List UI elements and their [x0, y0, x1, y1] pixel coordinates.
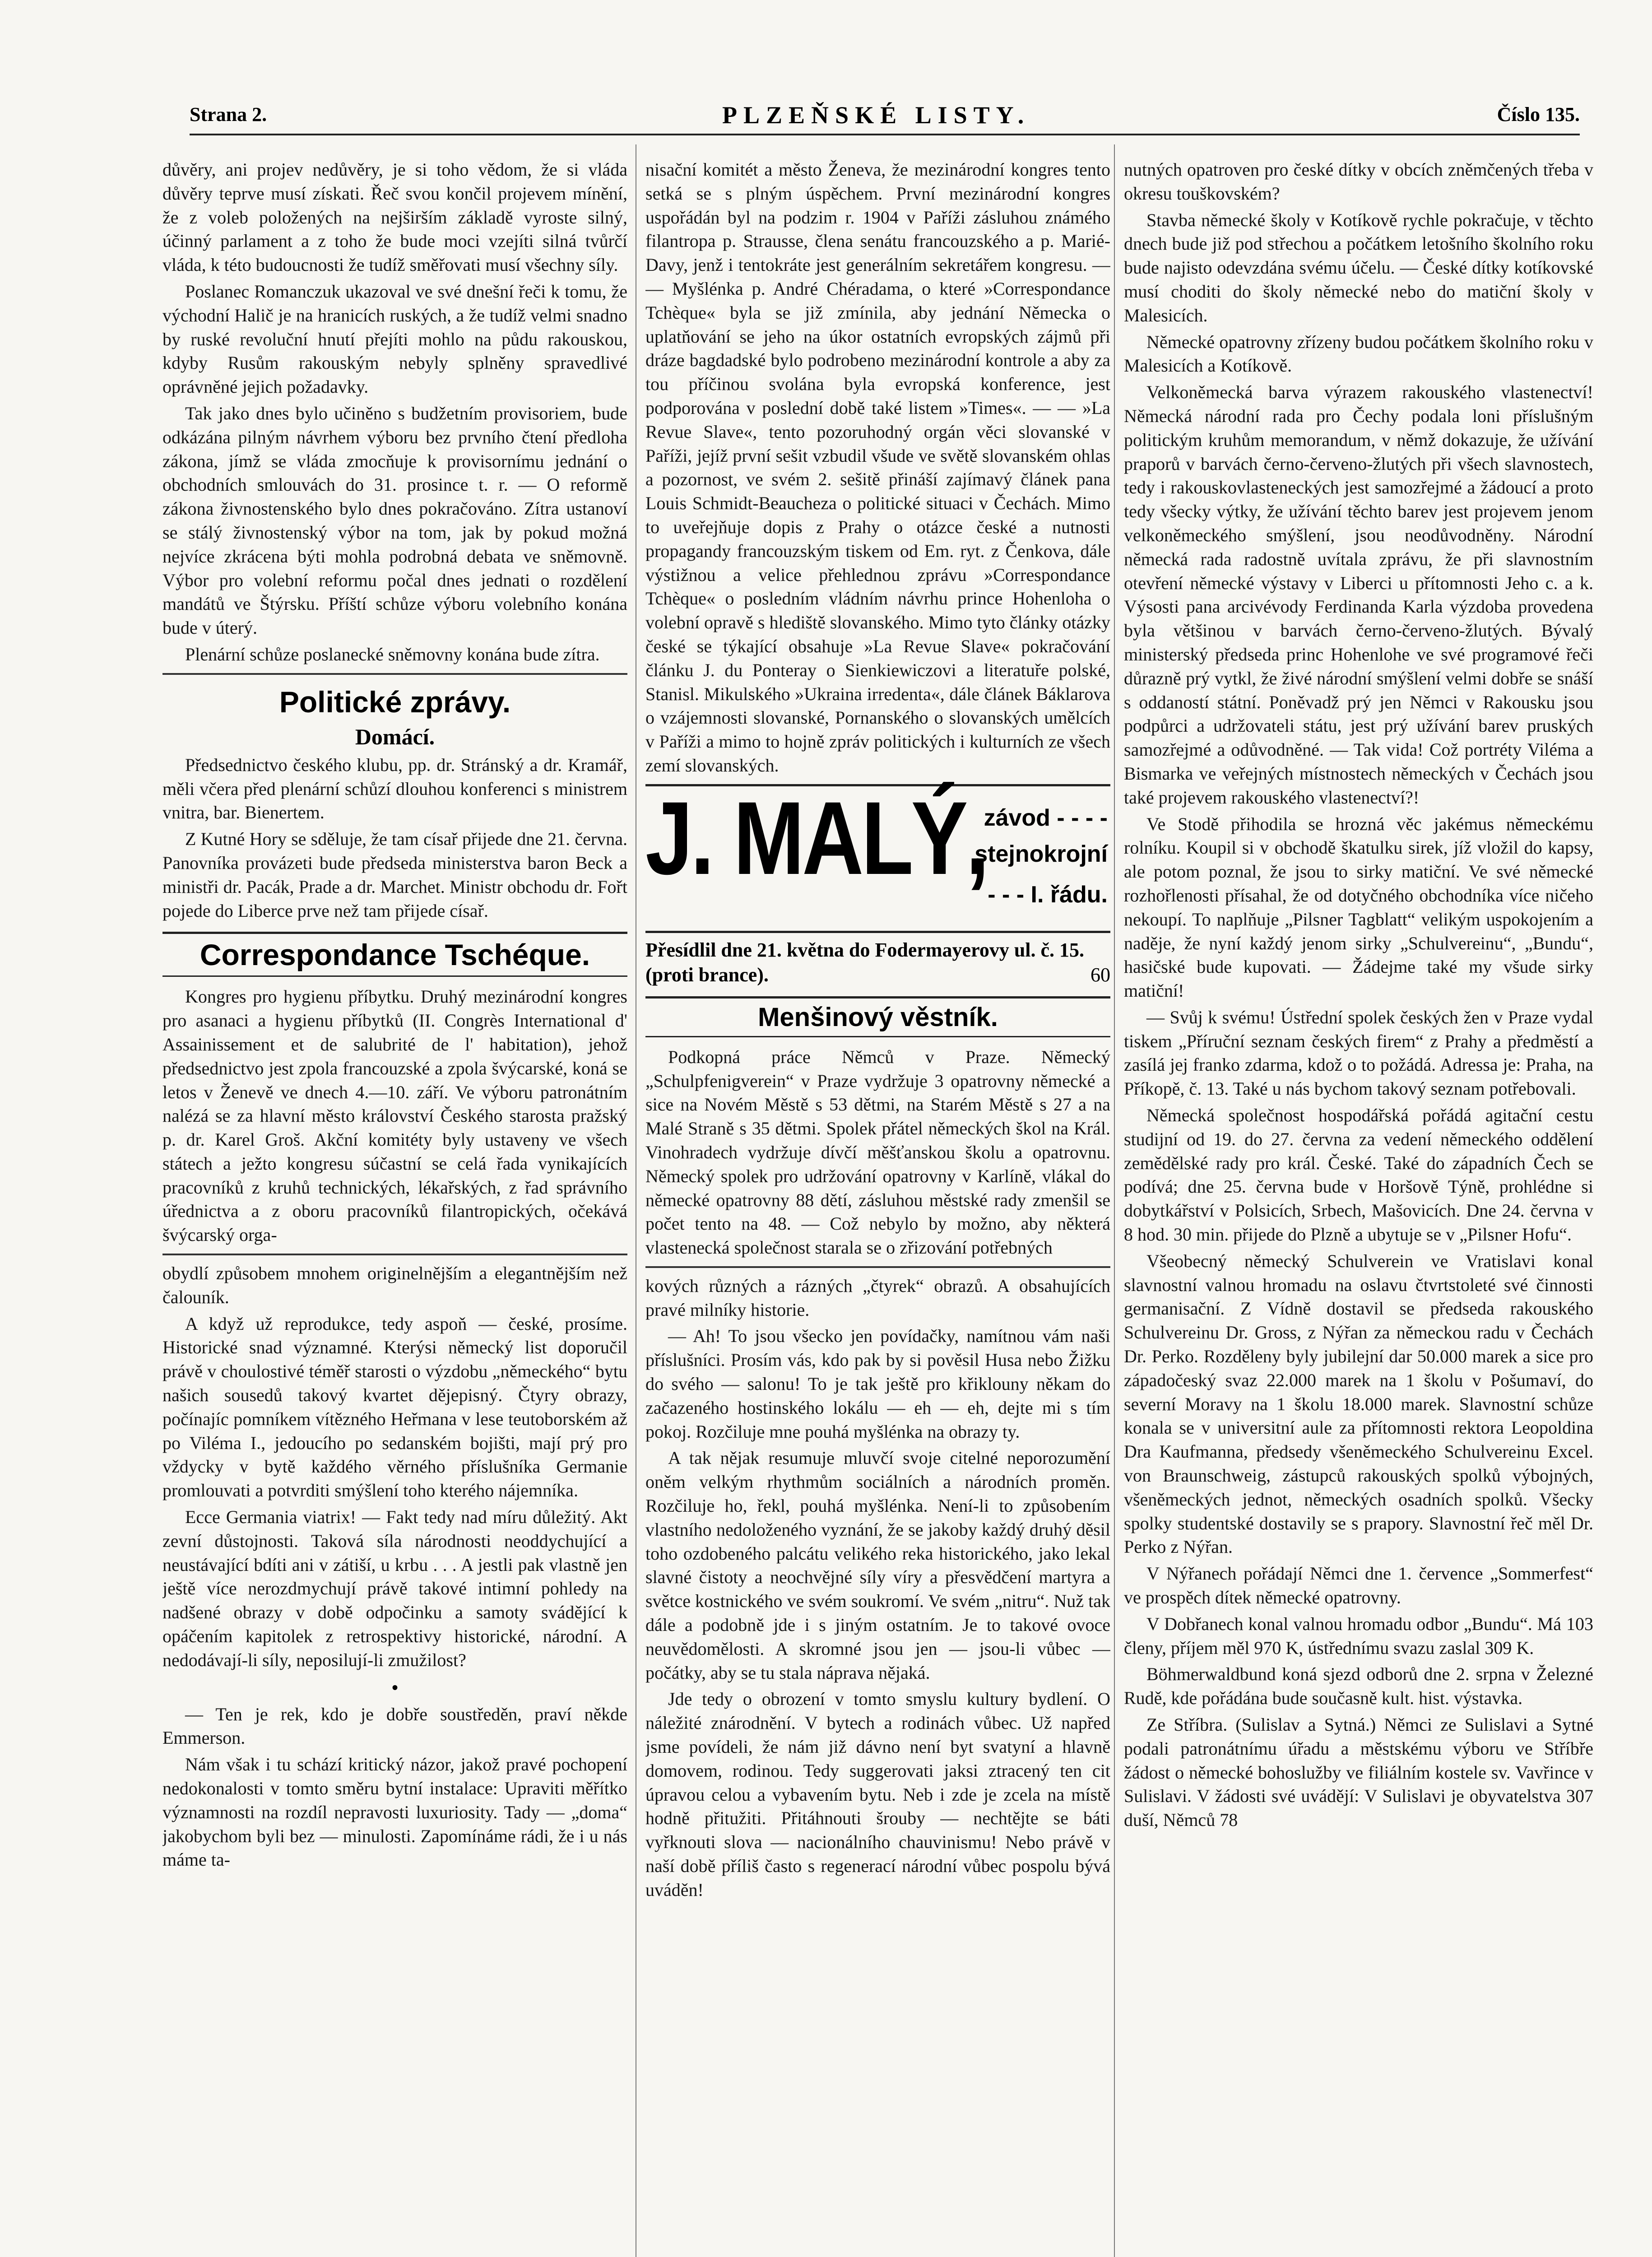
article-paragraph: nisační komitét a město Ženeva, že mezinárodní kongres tento setká se s plným úspěchem. První mezinárodní kongres uspořádán byl na podzim r. 1904 v Paříži zásluhou známého filantropa p. Strausse, člena senátu francouzského a p. Marié-Davy, jenž i tentokráte jest generálním sekretářem kongresu. — — Myšlénka p. André Chéradama, o které »Correspondance Tchèque« byla se již zmínila, aby jednání Německa o uplatňování se jeho na úkor ostatních evropských zájmů při dráze bagdadské bylo podrobeno mezinárodní kontrole a aby za tou příčinou svolána byla evropská konference, jest podporována v poslední době také listem »Times«. — — »La Revue Slave«, tento pozoruhodný orgán věci slovanské v Paříži, jejíž první sešit vzbudil všude ve světě slovanském ohlas a pozornost, ve svém 2. sešitě přináší zajímavý článek pana Louis Schmidt-Beaucheza o politické situaci v Čechách. Mimo to uveřejňuje dopis z Prahy o otázce české a nutnosti propagandy francouzským tiskem od Em. ryt. z Čenkova, dále výstižnou a velice přehlednou zprávu »Correspondance Tchèque« o posledním vládním návrhu prince Hohenloha o volební opravě s hlediště slovanského. Mimo tyto články otázky české se týkající obsahuje »La Revue Slave« pokračování článku J. du Ponteray o Sienkiewiczovi a literatuře polské, Stanisl. Mikulského »Ukraina irredenta«, dále článek Báklarova o vzájemnosti slovanské, Pornanského o slovanských umělcích v Paříži a mimo to hojně zpráv politických i kulturních ze všech zemí slovanských. [645, 159, 1110, 776]
ad-footer-text: Přesídlil dne 21. května do Fodermayerovy ul. č. 15. (proti brance). [645, 938, 1085, 986]
article-paragraph: Ve Stodě přihodila se hrozná věc jakémus německému rolníku. Koupil si v obchodě škatulku sirek, jíž vložil do kapsy, ale potom poznal, že jsou to sirky matiční. Ve své německé rozhořlenosti přísahal, že od dotyčného obchodníka více ničeho nekoupí. To naplňuje „Pilsner Tagblatt“ velikým uspokojením a naděje, že nyní každý jenom sirky „Schulvereinu“, „Bundu“, hasičské bude kupovati. — Žádejme také my všude sirky matiční! [1124, 813, 1593, 1001]
feuilleton-paragraph: A tak nějak resumuje mluvčí svoje citelné neporozumění oněm velkým rhythmům sociálních a národních proměn. Rozčiluje ho, řekl, pouhá myšlénka. Není-li to způsobením vlastního nedoloženého vyznání, že se jakoby každý druhý děsil toho ozdobeného palcátu velikého reka historického, jako lekal slavné čistoty a neochvějné síly víry a přesvědčení martyra a světce kostnického ve svém soukromí. Ve svém „nitru“. Nuž tak dále a podobně jde i s jiným ostatním. Je to takové ovoce neuvědomělosti. A skromné jsou jen — jsou-li vůbec — počátky, aby se tu stala náprava nějaká. [645, 1448, 1110, 1683]
article-paragraph: — Svůj k svému! Ústřední spolek českých žen v Praze vydal tiskem „Příruční seznam českých firem“ z Prahy a předměstí a zasílá jej franko zdarma, kdož o to požádá. Adressa je: Praha, na Příkopě, č. 13. Také u nás bychom takový seznam potřebovali. [1124, 1007, 1593, 1099]
feuilleton-paragraph: Jde tedy o obrození v tomto smyslu kultury bydlení. O náležité znárodnění. V bytech a rodinách vůbec. Už napřed jsme povídeli, že nám již dávno není byt svatyní a hlavně domovem, rodinou. Tedy suggerovati jaksi ztracený ten cit úpravou celou a vybavením bytu. Neb i zde je zcela na místě hodně přitužiti. Přitáhnouti šrouby — nechtějte se báti vyřknouti slova — nacionálního chauvinismu! Nebo právě v naší době příliš často s regenerací národní vůbec pospolu bývá uváděn! [645, 1689, 1110, 1900]
article-paragraph: Poslanec Romanczuk ukazoval ve své dnešní řeči k tomu, že východní Halič je na hranicích ruských, a že tudíž velmi snadno by ruské revoluční hnutí přejíti mohlo na půdu rakouskou, kdyby Rusům rakouským nebyly splněny spravedlivé oprávněné jejich požadavky. [162, 281, 627, 397]
article-paragraph: Plenární schůze poslanecké sněmovny konána bude zítra. [185, 644, 600, 664]
subsection-title-domestic: Domácí. [355, 724, 435, 749]
section-header-box [162, 932, 627, 977]
issue-number: Číslo 135. [1497, 103, 1580, 125]
article-paragraph: nutných opatroven pro české dítky v obcích zněmčených třeba v okresu touškovském? [1124, 159, 1593, 204]
page-header [190, 103, 1580, 135]
article-paragraph: Německá společnost hospodářská pořádá agitační cestu studijní od 19. do 27. června za vedení německého oddělení zemědělské rady pro král. České. Také do západních Čech se podívá; dne 25. června bude v Horšově Týně, prohlédne si dobytkářství v Polsicích, Srbech, Mašovicích. Dne 24. června v 8 hod. 30 min. přijede do Plzně a ubytuje se v „Pilsner Hofu“. [1124, 1105, 1593, 1245]
article-paragraph: Kongres pro hygienu příbytku. Druhý mezinárodní kongres pro asanaci a hygienu příbytků (II. Congrès International d' Assainissement et de salubrité de l' habitation), jehož předsednictvo jest zpola francouzské a zpola švýcarské, koná se letos v Ženevě ve dnech 4.—10. září. Ve výboru patronátním nalézá se za hlavní město království Českého starosta pražský p. dr. Karel Groš. Akční komitéty byly ustaveny ve všech státech a ježto kongresu súčastní se celá řada vynikajících pracovníků z kruhů technických, lékařských, z řad správního úřednictva a z oboru pracovníků filantropických, očekává švýcarský orga- [162, 986, 627, 1245]
column-3 [1124, 158, 1593, 2257]
header-rule [190, 134, 1580, 135]
section-header-box [645, 996, 1110, 1037]
section-title-correspondance: Correspondance Tschéque. [200, 938, 590, 972]
bullet-separator: • [391, 1677, 398, 1698]
article-paragraph: Všeobecný německý Schulverein ve Vratislavi konal slavnostní valnou hromadu na oslavu čtvrtstoleté své činnosti germanisační. Z Vídně dostavil se předseda rakouského Schulvereinu Dr. Gross, z Nýřan za německou radu v Čechách Dr. Perko. Rozděleny byly jubilejní dar 50.000 marek a sice pro západočeský svaz 22.000 marek na 1 školu v Pošumaví, do severní Moravy na 1 školu 18.000 marek. Slavnostní schůze konala se v universitní aule za přítomnosti rektora Leopoldina Dra Kaufmanna, předsedy všeněmeckého Schulvereinu Excel. von Braunschweig, zástupců rakouských spolků výbojných, všeněmeckých jednot, německých osadních spolků. Všecky spolky studentské dostavily se s prapory. Slavnostní řeč měl Dr. Perko z Nýřan. [1124, 1250, 1593, 1557]
feuilleton-paragraph: — Ah! To jsou všecko jen povídačky, namítnou vám naši příslušníci. Prosím vás, kdo pak by si pověsil Husa nebo Žižku do svého — salonu! To je tak ještě pro křiklouny někam do začazeného hostinského lokálu — eh — eh, dejte mi s tím pokoj. Rozčiluje mne pouhá myšlénka na obrazy ty. [645, 1326, 1110, 1442]
ad-line: závod - - - - [984, 804, 1108, 831]
article-paragraph: důvěry, ani projev nedůvěry, je si toho vědom, že si vláda důvěry teprve musí získati. Řeč svou končil projevem mínění, že z voleb položených na nejširším základě vyroste silný, účinný parlament a z toho že bude moci vzejíti silná tvůrčí vláda, k této budoucnosti že tudíž směřovati musí všechny síly. [162, 159, 627, 275]
column-2 [645, 158, 1110, 2257]
article-paragraph: Stavba německé školy v Kotíkově rychle pokračuje, v těchto dnech bude již pod střechou a počátkem letošního školního roku bude najisto odevzdána svému účelu. — České dítky kotíkovské musí choditi do školy německé nebo do matiční školy v Malesicích. [1124, 209, 1593, 325]
article-paragraph: Böhmerwaldbund koná sjezd odborů dne 2. srpna v Železné Rudě, kde pořádána bude současně kult. hist. výstavka. [1124, 1664, 1593, 1709]
column-1 [162, 158, 627, 2257]
section-rule [162, 673, 627, 675]
article-paragraph: Z Kutné Hory se sděluje, že tam císař přijede dne 21. června. Panovníka provázeti bude předseda ministerstva baron Beck a ministři dr. Pacák, Prade a dr. Marchet. Ministr obchodu dr. Fořt pojede do Liberce prve než tam přijede císař. [162, 829, 627, 921]
page-number: Strana 2. [190, 103, 267, 125]
feuilleton-paragraph: — Ten je rek, kdo je dobře soustředěn, praví někde Emmerson. [162, 1704, 627, 1748]
article-paragraph: Německé opatrovny zřízeny budou počátkem školního roku v Malesicích a Kotíkově. [1124, 331, 1593, 376]
feuilleton-paragraph: kových různých a rázných „čtyrek“ obrazů. A obsahujících pravé milníky historie. [645, 1275, 1110, 1320]
ad-code: 60 [1091, 963, 1110, 986]
article-paragraph: Ze Stříbra. (Sulislav a Sytná.) Němci ze Sulislavi a Sytné podali patronátnímu úřadu a městskému výboru ve Stříbře žádost o německé bohoslužby ve filiálním kostele sv. Vavřince v Sulislavi. V žádosti své uvádějí: V Sulislavi je obyvatelstva 307 duší, Němců 78 [1124, 1714, 1593, 1830]
ad-company-name: J. MALÝ, [645, 780, 988, 896]
feuilleton-paragraph: Nám však i tu schází kritický názor, jakož pravé pochopení nedokonalosti v tomto směru bytní instalace: Upraviti měřítko významnosti na rozdíl nepravosti luxuriosity. Tady — „doma“ jakobychom byli bez — minulosti. Zapomínáme rádi, že i u nás máme ta- [162, 1754, 627, 1870]
feuilleton-rule [162, 1254, 627, 1255]
feuilleton-rule [645, 1266, 1110, 1268]
ad-line: - - - I. řádu. [988, 881, 1108, 908]
article-paragraph: V Dobřanech konal valnou hromadu odbor „Bundu“. Má 103 členy, příjem měl 970 K, ústřednímu svazu zaslal 309 K. [1124, 1613, 1593, 1658]
feuilleton-paragraph: A když už reprodukce, tedy aspoň — české, prosíme. Historické snad významné. Kterýsi německý list doporučil právě v choulostivé téměř starosti o výzdobu „německého“ bytu našich sousedů takový kvartet dějepisný. Čtyry obrazy, počínajíc pomníkem vítězného Heřmana v lese teutoborském až po Viléma I., jedoucího po sedanském bojišti, mají prý pro vždycky v bytě každého věrného příslušníka Germanie promlouvati a potvrditi smýšlení toho kterého nájemníka. [162, 1313, 627, 1501]
article-paragraph: Podkopná práce Němců v Praze. Německý „Schulpfenigverein“ v Praze vydržuje 3 opatrovny německé a sice na Novém Městě s 53 dětmi, na Starém Městě s 27 a na Malé Straně s 35 dětmi. Spolek přátel německých škol na Král. Vinohradech vydržuje dívčí měšťanskou školu a opatrovnu. Německý spolek pro udržování opatrovny v Karlíně, vlákal do německé opatrovny 88 dětí, zásluhou městské rady zmenšil se počet tento na 48. — Což nebylo by možno, aby některá vlastenecká společnost starala se o zřizování potřebných [645, 1046, 1110, 1258]
article-paragraph: Předsednictvo českého klubu, pp. dr. Stránský a dr. Kramář, měli včera před plenární schůzí dlouhou konferenci s ministrem vnitra, bar. Bienertem. [162, 754, 627, 823]
column-divider [1114, 144, 1115, 2257]
article-paragraph: V Nýřanech pořádají Němci dne 1. července „Sommerfest“ ve prospěch dítek německé opatrovny. [1124, 1563, 1593, 1608]
section-title-minority: Menšinový věstník. [758, 1002, 998, 1032]
feuilleton-paragraph: Ecce Germania viatrix! — Fakt tedy nad míru důležitý. Akt zevní důstojnosti. Taková síla národnosti neoddychující a neustávající bdíti ani v zátiší, u krbu . . . A jestli pak vlastně jen ještě více nerozdmychují právě takové intimní pohledy na nadšené obrazy v době odpočinku a samoty svádějící k opáčením kapitolek z retrospektivy historické, národní. A nedodávají-li síly, neposilují-li zmužilost? [162, 1507, 627, 1670]
ad-footer [645, 938, 1110, 987]
article-paragraph: Velkoněmecká barva výrazem rakouského vlastenectví! Německá národní rada pro Čechy podala loni příslušným politickým kruhům memorandum, v němž dokazuje, že užívání praporů v barvách černo-červeno-žlutých při všech slavnostech, tedy i rakouskovlasteneckých jest samozřejmé a žádoucí a proto tedy všecky výtky, že užívání těchto barev jest projevem jenom velkoněmeckého smýšlení, jsou neodůvodněny. Národní německá rada radostně uvítala zprávu, že při slavnostním otevření německé výstavy v Liberci u přítomnosti Jeho c. a k. Výsosti pana arcivévody Ferdinanda Karla výzdoba provedena byla většinou v barvách černo-červeno-žlutých. Bývalý ministerský předseda princ Hohenlohe ve své programové řeči důrazně prý vytkl, že živé národní smýšlení velmi dobře se snáší s oddaností státní. Poněvadž prý jen Němci v Rakousku jsou podpůrci a udržovateli státu, jest prý užívání barev pruských samozřejmé a odůvodněné. — Tak vida! Což portréty Viléma a Bismarka ve veřejných místnostech německých v Čechách jsou také projevem rakouského vlastenectví?! [1124, 382, 1593, 808]
masthead-title: PLZEŇSKÉ LISTY. [722, 102, 1030, 129]
ad-line: stejnokrojní [974, 841, 1108, 867]
advertisement-maly [645, 780, 1110, 933]
article-paragraph: Tak jako dnes bylo učiněno s budžetním provisoriem, bude odkázána pilným návrhem výboru bez prvního čtení předloha zákona, jímž se vláda zmocňuje k provisornímu jednání o obchodních smlouvách do 31. prosince t. r. — O reformě zákona živnostenského bylo dnes pokračováno. Zítra ustanoví se stálý živnostenský výbor na tom, jak by pokud možná nejvíce zkrácena býti mohla podrobná debata ve sněmovně. Výbor pro volební reformu počal dnes jednati o rozdělení mandátů ve Štýrsku. Příští schůze výboru volebního konána bude v úterý. [162, 403, 627, 638]
section-title-political: Politické zprávy. [279, 685, 511, 719]
feuilleton-paragraph: obydlí způsobem mnohem originelnějším a elegantnějším než čalouník. [162, 1263, 627, 1307]
